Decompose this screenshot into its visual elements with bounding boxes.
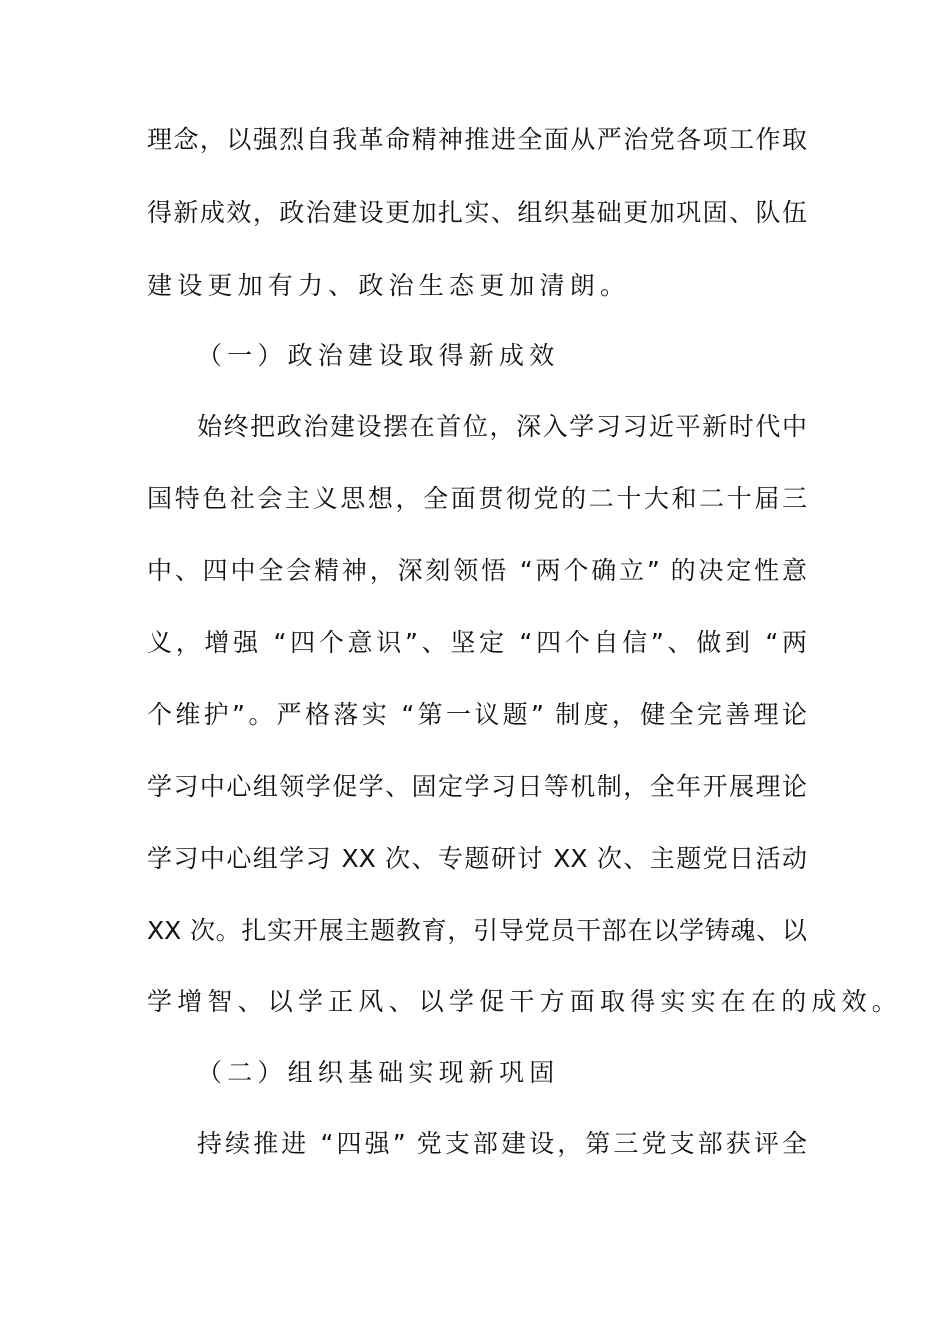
body-line: 国特色社会主义思想，全面贯彻党的二十大和二十届三 bbox=[147, 484, 807, 513]
body-line: 理念，以强烈自我革命精神推进全面从严治党各项工作取 bbox=[147, 125, 807, 154]
section-heading: （二）组织基础实现新巩固 bbox=[197, 1058, 560, 1087]
body-line: 学习中心组学习 XX 次、专题研讨 XX 次、主题党日活动 bbox=[147, 844, 807, 873]
body-line: 得新成效，政治建设更加扎实、组织基础更加巩固、队伍 bbox=[147, 198, 807, 227]
body-line: 中、四中全会精神，深刻领悟 “两个确立” 的决定性意 bbox=[147, 556, 807, 585]
body-line: 学习中心组领学促学、固定学习日等机制，全年开展理论 bbox=[147, 772, 807, 801]
body-line: 个维护”。严格落实 “第一议题” 制度，健全完善理论 bbox=[147, 700, 807, 729]
paragraph-first-line: 持续推进 “四强” 党支部建设，第三党支部获评全 bbox=[197, 1129, 807, 1158]
section-heading: （一）政治建设取得新成效 bbox=[197, 341, 560, 370]
body-line: XX 次。扎实开展主题教育，引导党员干部在以学铸魂、以 bbox=[147, 916, 807, 945]
body-line: 建设更加有力、政治生态更加清朗。 bbox=[147, 271, 631, 300]
body-line: 义，增强 “四个意识”、坚定 “四个自信”、做到 “两 bbox=[147, 628, 807, 657]
paragraph-first-line: 始终把政治建设摆在首位，深入学习习近平新时代中 bbox=[197, 412, 807, 441]
body-line: 学增智、以学正风、以学促干方面取得实实在在的成效。 bbox=[147, 987, 903, 1016]
